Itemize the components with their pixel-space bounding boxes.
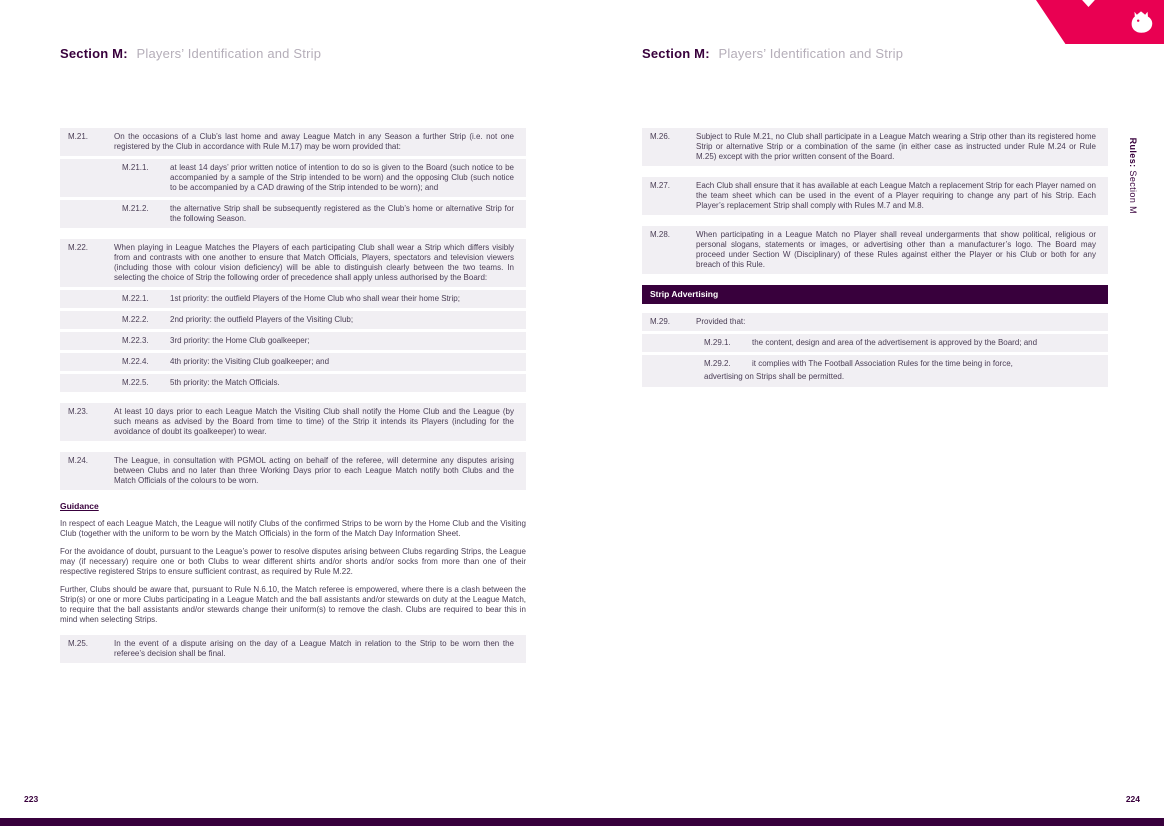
subrule-row	[60, 159, 526, 197]
rule-row	[642, 313, 1108, 331]
page-number-left: 223	[24, 794, 39, 804]
page-right	[582, 0, 1164, 818]
rule-m24	[60, 452, 526, 490]
left-page-content	[60, 128, 526, 674]
subrule-row	[60, 311, 526, 329]
subrule-text: at least 14 days’ prior written notice of intention to do so is given to the Board (such notice to be accompanied by a sample of the Strip intended to be worn) and the opposing Club (such notice to be accompanied by a CAD drawing of the Strip intended to be worn); and	[170, 163, 514, 192]
rule-text: At least 10 days prior to each League Match the Visiting Club shall notify the Home Club and the League (by such means as advised by the Board from time to time) of the Strip it intends its Players (including for the avoidance of doubt its goalkeeper) to wear.	[114, 407, 514, 436]
subrule-text: 1st priority: the outfield Players of the Home Club who shall wear their home Strip;	[170, 294, 460, 303]
rule-row	[60, 239, 526, 287]
guidance-section	[60, 501, 526, 625]
rule-text: Each Club shall ensure that it has available at each League Match a replacement Strip for each Player named on the team sheet which can be used in the event of a Player requiring to change any part of his Strip. Each Player’s replacement Strip shall comply with Rules M.7 and M.8.	[696, 181, 1096, 210]
subrule-number: M.21.1.	[122, 163, 149, 172]
rule-m28	[642, 226, 1108, 274]
page-header-right	[642, 46, 903, 61]
rule-row	[60, 403, 526, 441]
rule-m21	[60, 128, 526, 228]
rule-text: On the occasions of a Club’s last home and away League Match in any Season a further Strip (i.e. not one registered by the Club in accordance with Rule M.17) may be worn provided that:	[114, 132, 514, 151]
rule-m22	[60, 239, 526, 392]
rule-m29	[642, 313, 1108, 387]
rule-text: Provided that:	[696, 316, 746, 326]
rule-m27	[642, 177, 1108, 215]
side-tab-bold: Rules:	[1128, 137, 1138, 168]
subrule-number: M.22.4.	[122, 357, 149, 366]
rule-text: Subject to Rule M.21, no Club shall participate in a League Match wearing a Strip other than its registered home Strip or alternative Strip or a combination of the same (in either case as instructed under Rule M.24 or Rule M.25) except with the prior written consent of the Board.	[696, 132, 1096, 161]
guidance-paragraph: In respect of each League Match, the League will notify Clubs of the confirmed Strips to be worn by the Home Club and the Visiting Club (together with the uniform to be worn by the Match Officials) in the form of the Match Day Information Sheet.	[60, 518, 526, 538]
rule-row	[60, 128, 526, 156]
subrule-text: 5th priority: the Match Officials.	[170, 378, 280, 387]
section-label: Section M:	[642, 46, 710, 61]
subrule-row	[60, 353, 526, 371]
strip-advertising-banner: Strip Advertising	[642, 285, 1108, 304]
footer-bar	[0, 818, 1164, 826]
rule-number: M.26.	[650, 132, 671, 141]
rule-text: The League, in consultation with PGMOL acting on behalf of the referee, will determine any disputes arising between Clubs and no later than three Working Days prior to each League Match notify both Clubs and the Match Officials of the colours to be worn.	[114, 456, 514, 485]
rule-number: M.24.	[68, 456, 89, 465]
rule-number: M.25.	[68, 638, 89, 648]
rule-number: M.22.	[68, 243, 89, 252]
rule-row	[60, 452, 526, 490]
rule-text: When playing in League Matches the Players of each participating Club shall wear a Strip which differs visibly from and contrasts with one another to ensure that Match Officials, Players, spectators and television viewers (including those with colour vision deficiency) will be able to distinguish clearly between the two teams. In selecting the choice of Strip the following order of precedence shall apply unless authorised by the Board:	[114, 243, 514, 282]
subrule-text: 4th priority: the Visiting Club goalkeeper; and	[170, 357, 330, 366]
side-tab-rest: Section M	[1128, 167, 1138, 215]
section-title: Players’ Identification and Strip	[718, 46, 904, 61]
rule-text: When participating in a League Match no Player shall reveal undergarments that show political, religious or personal slogans, statements or images, or advertising other than a manufacturer’s logo. The Board may proceed under Section W (Disciplinary) of these Rules against either the Player or his Club or both for any breach of this Rule.	[696, 230, 1096, 269]
subrule-row	[60, 374, 526, 392]
subrule-line	[642, 359, 1096, 369]
page-number-right: 224	[1125, 794, 1140, 804]
subrule-text: the alternative Strip shall be subsequently registered as the Club’s home or alternative Strip for the following Season.	[170, 204, 514, 223]
guidance-heading: Guidance	[60, 501, 99, 511]
rule-number: M.23.	[68, 407, 89, 416]
page-header-left	[60, 46, 321, 61]
subrule-row	[642, 334, 1108, 352]
subrule-row	[60, 290, 526, 308]
rule-text: In the event of a dispute arising on the day of a League Match in relation to the Strip to be worn then the referee’s decision shall be final.	[114, 638, 514, 658]
rule-number: M.29.	[650, 316, 671, 326]
subrule-text: 3rd priority: the Home Club goalkeeper;	[170, 336, 310, 345]
subrule-number: M.22.1.	[122, 294, 149, 303]
subrule-row	[60, 332, 526, 350]
rule-number: M.21.	[68, 132, 89, 141]
rule-number: M.27.	[650, 181, 671, 190]
rule-row	[642, 177, 1108, 215]
subrule-row	[642, 355, 1108, 387]
subrule-text: it complies with The Football Association Rules for the time being in force,	[752, 358, 1013, 368]
subrule-number: M.22.5.	[122, 378, 149, 387]
subrule-text: 2nd priority: the outfield Players of the Visiting Club;	[170, 315, 354, 324]
subrule-number: M.22.2.	[122, 315, 149, 324]
section-label: Section M:	[60, 46, 128, 61]
rule-row	[642, 128, 1108, 166]
rule-m25	[60, 635, 526, 663]
rule-row	[60, 635, 526, 663]
subrule-number: M.29.1.	[704, 337, 731, 347]
section-title: Players’ Identification and Strip	[136, 46, 322, 61]
rule-m26	[642, 128, 1108, 166]
rule-number: M.28.	[650, 230, 671, 239]
page-left	[0, 0, 582, 818]
guidance-paragraph: For the avoidance of doubt, pursuant to the League’s power to resolve disputes arising between Clubs regarding Strips, the League may (if necessary) require one or both Clubs to wear different shirts and/or shorts and/or socks from more than one of their respective registered Strips to ensure sufficient contrast, as required by Rule M.22.	[60, 546, 526, 576]
rule-closing-text: advertising on Strips shall be permitted.	[704, 371, 845, 381]
subrule-text: the content, design and area of the advertisement is approved by the Board; and	[752, 337, 1038, 347]
subrule-number: M.29.2.	[704, 358, 731, 368]
subrule-number: M.21.2.	[122, 204, 149, 213]
subrule-row	[60, 200, 526, 228]
right-page-content	[642, 128, 1108, 398]
guidance-paragraph: Further, Clubs should be aware that, pursuant to Rule N.6.10, the Match referee is empowered, where there is a clash between the Strip(s) or one or more Clubs participating in a League Match and the ball assistants and/or stewards on duty at the League Match, to require that the ball assistants and/or stewards change their uniform(s) to remove the clash. Clubs are required to bear this in mind when selecting Strips.	[60, 584, 526, 624]
rule-row	[642, 226, 1108, 274]
subrule-number: M.22.3.	[122, 336, 149, 345]
rule-m23	[60, 403, 526, 441]
